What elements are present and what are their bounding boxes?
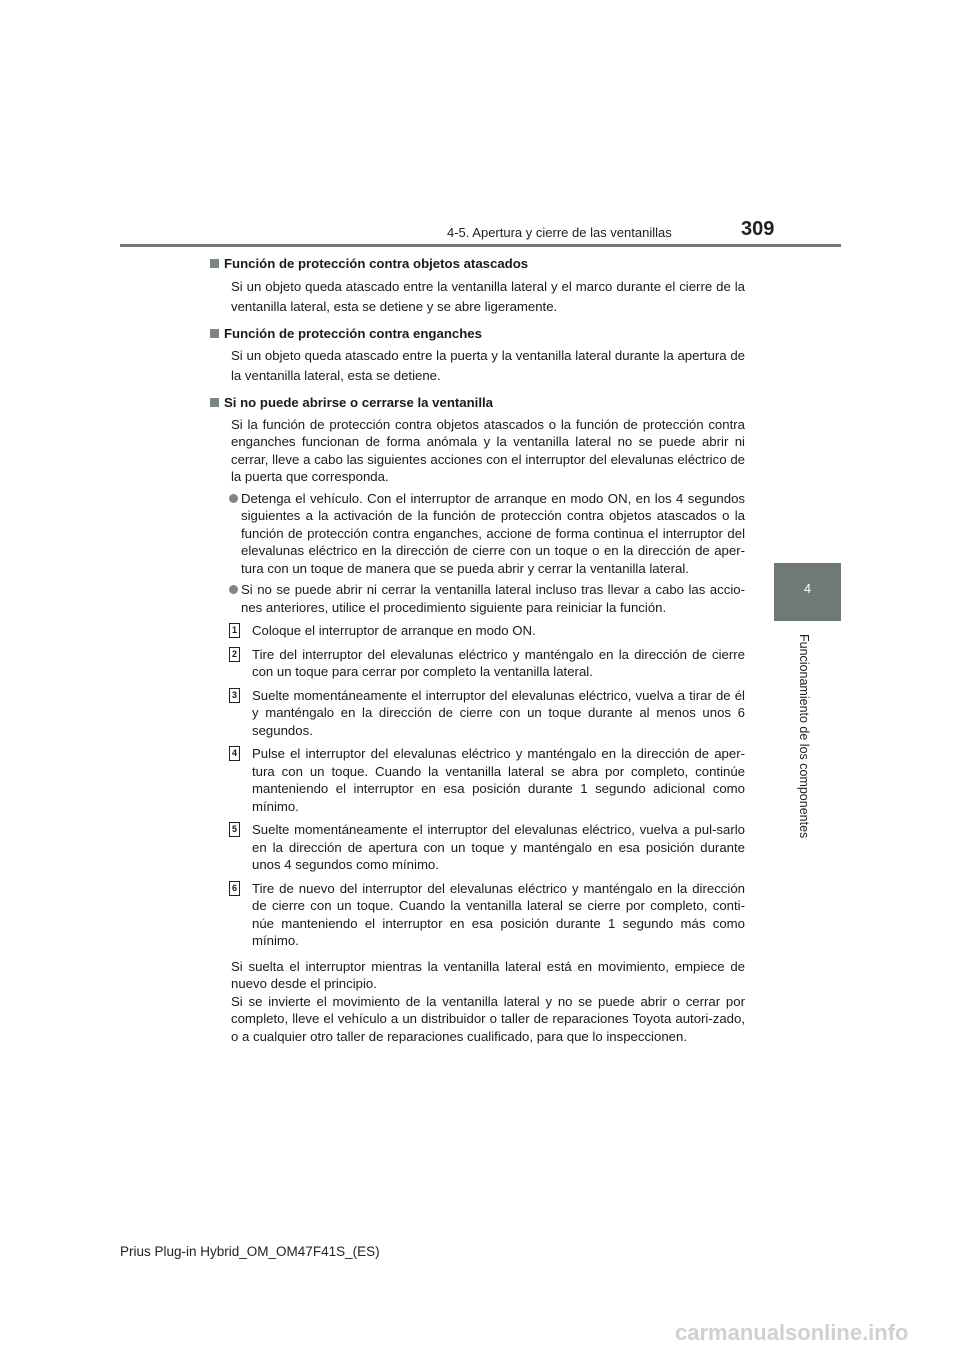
circle-bullet-icon — [229, 494, 238, 503]
step-number-box: 3 — [229, 688, 240, 703]
heading-text: Si no puede abrirse o cerrarse la ventanilla — [224, 395, 493, 410]
step-item — [210, 821, 745, 874]
step-number-box: 1 — [229, 623, 240, 638]
step-text: Suelte momentáneamente el interruptor del elevalunas eléctrico, vuelva a tirar de él y manténgalo en la dirección de cierre con un toque durante al menos unos 6 segundos. — [252, 687, 745, 738]
step-number-box: 6 — [229, 881, 240, 896]
chapter-tab — [774, 563, 841, 621]
step-text: Suelte momentáneamente el interruptor del elevalunas eléctrico, vuelva a pul-sarlo en la dirección de apertura con un toque y manténgalo en esa posición durante unos 4 segundos como mínimo. — [252, 822, 745, 872]
document-id: Prius Plug-in Hybrid_OM_OM47F41S_(ES) — [120, 1244, 380, 1259]
closing-paragraph: Si se invierte el movimiento de la ventanilla lateral y no se puede abrir o cerrar por completo, lleve el vehículo a un distribuidor o taller de reparaciones Toyota autori-zado, o a cualquier otro taller de reparaciones cualificado, para que lo inspeccionen. — [231, 993, 745, 1044]
section-heading — [210, 255, 745, 273]
page-content — [210, 255, 745, 1045]
step-item — [210, 687, 745, 740]
step-item — [210, 646, 745, 681]
section-paragraph: Si un objeto queda atascado entre la ventanilla lateral y el marco durante el cierre de la ventanilla lateral, esta se detiene y se abre ligeramente. — [231, 278, 745, 314]
header-divider — [120, 244, 841, 247]
bullet-item — [210, 490, 745, 578]
section-paragraph: Si la función de protección contra objetos atascados o la función de protección contra enganches funcionan de forma anómala y la ventanilla lateral no se puede abrir ni cerrar, lleve a cabo las siguientes acciones con el interruptor del elevalunas eléctrico de la puerta que corresponda. — [231, 416, 745, 484]
step-item — [210, 622, 745, 640]
chapter-number: 4 — [803, 581, 812, 596]
section-title: 4-5. Apertura y cierre de las ventanillas — [447, 225, 672, 240]
closing-paragraph: Si suelta el interruptor mientras la ventanilla lateral está en movimiento, empiece de nuevo desde el principio. — [231, 958, 745, 991]
section-heading — [210, 325, 745, 343]
section-heading — [210, 394, 745, 412]
square-bullet-icon — [210, 329, 219, 338]
step-text: Tire del interruptor del elevalunas eléctrico y manténgalo en la dirección de cierre con un toque para cerrar por completo la ventanilla lateral. — [252, 646, 745, 679]
step-number-box: 5 — [229, 822, 240, 837]
step-item — [210, 745, 745, 815]
square-bullet-icon — [210, 398, 219, 407]
watermark: carmanualsonline.info — [675, 1320, 909, 1345]
section-paragraph: Si un objeto queda atascado entre la puerta y la ventanilla lateral durante la apertura de la ventanilla lateral, esta se detiene. — [231, 348, 745, 383]
heading-text: Función de protección contra objetos atascados — [224, 256, 529, 271]
page-number: 309 — [741, 218, 775, 240]
circle-bullet-icon — [229, 585, 238, 594]
step-text: Tire de nuevo del interruptor del elevalunas eléctrico y manténgalo en la dirección de cierre con un toque. Cuando la ventanilla lateral se cierre por completo, conti-núe manteniendo el interruptor en esa posición durante 1 segundo más como mínimo. — [252, 880, 745, 948]
step-item — [210, 880, 745, 950]
chapter-title: Funcionamiento de los componentes — [797, 634, 811, 839]
step-number-box: 4 — [229, 746, 240, 761]
step-text: Pulse el interruptor del elevalunas eléctrico y manténgalo en la dirección de aper-tura con un toque. Cuando la ventanilla lateral se abra por completo, continúe manteniendo el interruptor en esa posición durante 1 segundo adicional como mínimo. — [252, 746, 745, 814]
bullet-text: Detenga el vehículo. Con el interruptor de arranque en modo ON, en los 4 segundos siguientes a la activación de la función de protección contra objetos atascados o la función de protección contra enganches, accione de forma continua el interruptor del elevalunas eléctrico en la dirección de cierre con un toque o en la dirección de aper-tura con un toque de manera que se pueda abrir y cerrar la ventanilla lateral. — [241, 490, 745, 576]
step-text: Coloque el interruptor de arranque en modo ON. — [252, 623, 536, 638]
bullet-text: Si no se puede abrir ni cerrar la ventanilla lateral incluso tras llevar a cabo las accio-nes anteriores, utilice el procedimiento siguiente para reiniciar la función. — [241, 582, 745, 615]
chapter-title-vertical — [797, 634, 817, 839]
step-number-box: 2 — [229, 647, 240, 662]
square-bullet-icon — [210, 259, 219, 268]
heading-text: Función de protección contra enganches — [224, 325, 482, 341]
bullet-item — [210, 581, 745, 616]
